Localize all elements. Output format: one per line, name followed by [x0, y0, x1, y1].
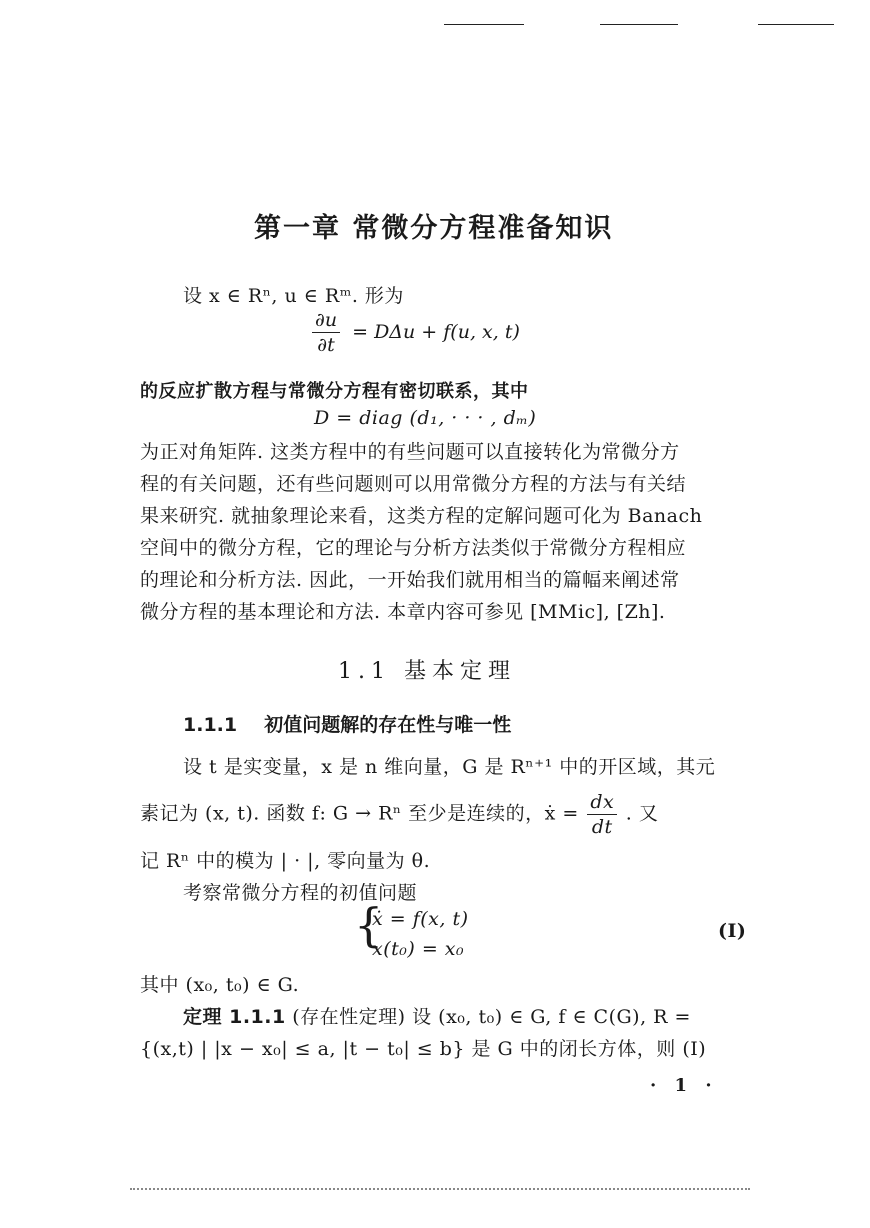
body-line-3: 记 Rⁿ 中的模为 | · |, 零向量为 θ.	[140, 850, 431, 872]
page-number: · 1 ·	[650, 1075, 718, 1096]
theorem-line-1	[183, 1002, 691, 1029]
para-line-3: 果来研究. 就抽象理论来看，这类方程的定解问题可化为 Banach	[140, 505, 703, 527]
body-line-5: 其中 (x₀, t₀) ∈ G.	[140, 974, 300, 996]
header-rule-1	[444, 24, 524, 25]
system-brace: {	[354, 898, 384, 952]
subsection-heading	[183, 710, 511, 737]
subsection-number: 1.1.1	[183, 714, 238, 736]
theorem-line-2: {(x,t) | |x − x₀| ≤ a, |t − t₀| ≤ b} 是 G 中的闭长方体，则 (I)	[140, 1038, 707, 1060]
para-line-4: 空间中的微分方程，它的理论与分析方法类似于常微分方程相应	[140, 537, 687, 559]
fraction-denominator: ∂t	[317, 334, 335, 356]
body-line-2-post: . 又	[625, 802, 659, 825]
para-line-2: 程的有关问题，还有些问题则可以用常微分方程的方法与有关结	[140, 473, 687, 495]
system-eq-1: ẋ = f(x, t)	[372, 908, 469, 930]
system-eq-2: x(t₀) = x₀	[372, 938, 465, 960]
theorem-label: 定理 1.1.1	[183, 1006, 286, 1028]
body-line-2	[140, 790, 658, 839]
intro-line-2: 的反应扩散方程与常微分方程有密切联系，其中	[140, 381, 529, 402]
header-rule-3	[758, 24, 834, 25]
body-line-4: 考察常微分方程的初值问题	[183, 882, 418, 904]
fraction-denominator: dt	[591, 816, 613, 838]
system-label: (I)	[718, 920, 747, 942]
para-line-6: 微分方程的基本理论和方法. 本章内容可参见 [MMic], [Zh].	[140, 601, 666, 623]
intro-line-1: 设 x ∈ Rⁿ, u ∈ Rᵐ. 形为	[183, 285, 404, 307]
fraction-du-dt	[312, 308, 340, 357]
section-heading: 1.1 基本定理	[338, 659, 516, 684]
header-rule-2	[600, 24, 678, 25]
para-line-1: 为正对角矩阵. 这类方程中的有些问题可以直接转化为常微分方	[140, 441, 680, 463]
subsection-title: 初值问题解的存在性与唯一性	[264, 714, 512, 736]
fraction-dx-dt	[587, 790, 617, 839]
chapter-title: 第一章 常微分方程准备知识	[254, 213, 614, 244]
fraction-numerator: dx	[587, 790, 617, 815]
equation-diag: D = diag (d₁, · · · , dₘ)	[314, 407, 537, 429]
body-line-1: 设 t 是实变量，x 是 n 维向量，G 是 Rⁿ⁺¹ 中的开区域，其元	[183, 756, 716, 778]
body-line-2-pre: 素记为 (x, t). 函数 f: G → Rⁿ 至少是连续的，ẋ =	[140, 802, 579, 825]
equation-reaction-diffusion	[312, 308, 520, 357]
fraction-numerator: ∂u	[312, 308, 340, 333]
equation-rhs: = DΔu + f(u, x, t)	[352, 320, 520, 343]
initial-value-system	[354, 898, 494, 962]
bottom-scan-dots	[130, 1188, 750, 1190]
theorem-text-1: (存在性定理) 设 (x₀, t₀) ∈ G, f ∈ C(G), R =	[292, 1006, 691, 1028]
para-line-5: 的理论和分析方法. 因此，一开始我们就用相当的篇幅来阐述常	[140, 569, 680, 591]
